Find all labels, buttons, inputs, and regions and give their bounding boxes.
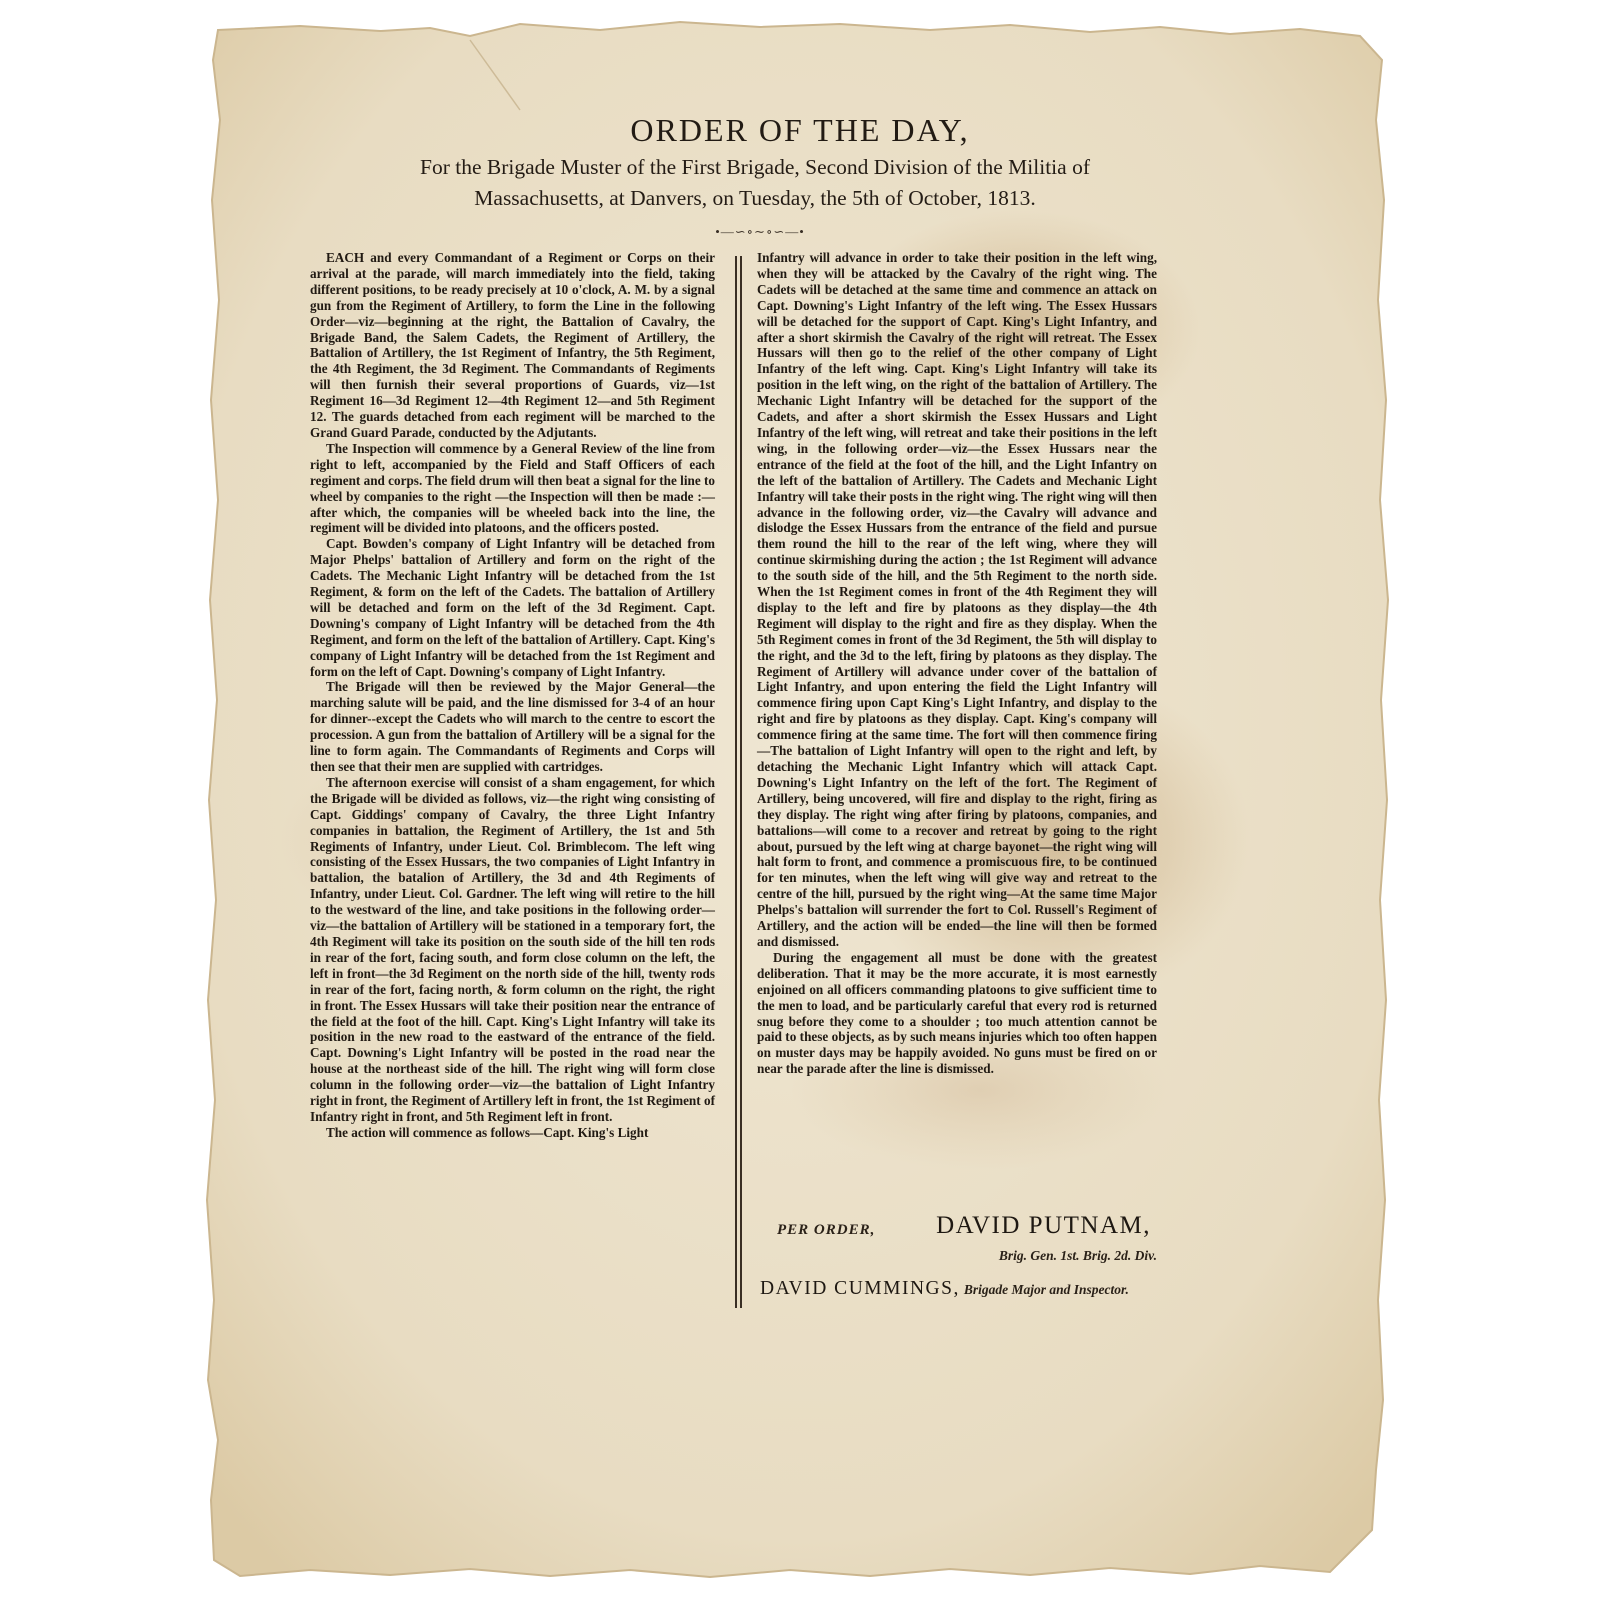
brigade-major-name: DAVID CUMMINGS, [760, 1278, 960, 1299]
paragraph-afternoon-exercise: The afternoon exercise will consist of a sham engagement, for which the Brigade will be divided as follows, viz—the right wing consisting of Capt. Giddings' company of Cavalry, the three Light Infantry companies in battalion, the Regiment of Artillery, the 1st and 5th Regiments of Infantry, under Lieut. Col. Brimblecom. The left wing consisting of the Essex Hussars, the two companies of Light Infantry in battalion, the batalion of Artillery, the 3d and 4th Regiments of Infantry, under Lieut. Col. Gardner. The left wing will retire to the hill to the westward of the line, and take positions in the following order—viz—the battalion of Artillery will be stationed in a temporary fort, the 4th Regiment will take its position on the south side of the hill ten rods in rear of the fort, facing south, and form close column on the left, the left in front—the 3d Regiment on the north side of the hill, twenty rods in rear of the fort, facing north, & form column on the right, the right in front. The Essex Hussars will take their position near the entrance of the field at the foot of the hill. Capt. King's Light Infantry will take its position in the new road to the eastward of the entrance of the field. Capt. Downing's Light Infantry will be posted in the road near the house at the northeast side of the hill. The right wing will form close column in the following order—viz—the battalion of Light Infantry right in front, the Regiment of Artillery left in front, the 1st Regiment of Infantry right in front, and 5th Regiment left in front. [310, 774, 715, 1124]
subtitle-line-2: Massachusetts, at Danvers, on Tuesday, the 5th of October, 1813. [474, 186, 1036, 210]
per-order-label: PER ORDER, [777, 1222, 876, 1238]
paragraph-action-continued: Infantry will advance in order to take their position in the left wing, when they will be attacked by the Cavalry of the right wing. The Cadets will be detached at the same time and commence an attack on Capt. Downing's Light Infantry of the left wing. The Essex Hussars will be detached for the support of Capt. King's Light Infantry, and after a short skirmish the Cavalry of the right will retreat. The Essex Hussars will then go to the relief of the other company of Light Infantry of the left wing. Capt. King's Light Infantry will take its position in the left wing, on the right of the battalion of Artillery. The Mechanic Light Infantry will be detached for the support of the Cadets, and after a short skirmish the Essex Hussars and Light Infantry of the left wing, will retreat and take their positions in the left wing, in the following order—viz—the Essex Hussars near the entrance of the field at the foot of the hill, and the Light Infantry on the left of the battalion of Artillery. The Cadets and Mechanic Light Infantry will take their posts in the right wing. The right wing will then advance in the following order, viz—the Cavalry will advance and dislodge the Essex Hussars from the entrance of the field and pursue them round the hill to the rear of the left wing, where they will continue skirmishing during the action ; the 1st Regiment will advance to the south side of the hill, and the 5th Regiment to the north side. When the 1st Regiment comes in front of the 4th Regiment they will display to the left and fire by platoons as they display—the 4th Regiment will display to the right and fire as they display. When the 5th Regiment comes in front of the 3d Regiment, the 5th will display to the right, and the 3d to the left, firing by platoons as they display. The Regiment of Artillery will advance under cover of the battalion of Light Infantry, and upon entering the field the Light Infantry will commence firing upon Capt King's Light Infantry, and display to the right and fire by platoons as they display. Capt. King's company will commence firing at the same time. The fort will then commence firing—The battalion of Light Infantry will open to the right and left, by detaching the Mechanic Light Infantry which will attack Capt. Downing's Light Infantry on the left of the fort. The Regiment of Artillery, being uncovered, will fire and display to the right, firing as they display. The right wing after firing by platoons, companies, and battalions—will come to a recover and retreat by going to the right about, pursued by the left wing at charge bayonet—the right wing will halt form to front, and commence a promiscuous fire, to be continued for ten minutes, when the left wing will give way and retreat to the centre of the hill, pursued by the right wing—At the same time Major Phelps's battalion will surrender the fort to Col. Russell's Regiment of Artillery, and the action will be ended—the line will then be formed and dismissed. [757, 250, 1157, 949]
general-title: Brig. Gen. 1st. Brig. 2d. Div. [998, 1248, 1157, 1263]
column-divider-second [740, 256, 742, 1308]
document-title: ORDER OF THE DAY, [630, 112, 970, 148]
right-column [757, 250, 1157, 1077]
paragraph-light-infantry: Capt. Bowden's company of Light Infantry will be detached from Major Phelps' battalion of Artillery and form on the right of the Cadets. The Mechanic Light Infantry will be detached from the 1st Regiment, & form on the left of the Cadets. The battalion of Artillery will be detached and form on the left of the 3d Regiment. Capt. Downing's company of Light Infantry will be detached from the 4th Regiment, and form on the left of the battalion of Artillery. Capt. King's company of Light Infantry will be detached from the 1st Regiment and form on the left of Capt. Downing's company of Light Infantry. [310, 536, 715, 679]
signature-block [777, 1212, 1159, 1262]
title-ornament: •—∽∘∼∘∽—• [715, 224, 805, 239]
brigade-major-signature [760, 1278, 1129, 1300]
general-name: DAVID PUTNAM, [936, 1212, 1151, 1239]
subtitle-line-1: For the Brigade Muster of the First Brigade, Second Division of the Militia of [420, 155, 1090, 179]
paragraph-deliberation: During the engagement all must be done with the greatest deliberation. That it may be the more accurate, it is most earnestly enjoined on all officers commanding platoons to give sufficient time to the men to load, and be particularly careful that every rod is returned snug before they come to a shoulder ; too much attention cannot be paid to these objects, as by such means injuries which too often happen on muster days may be happily avoided. No guns must be fired on or near the parade after the line is dismissed. [757, 949, 1157, 1077]
document-subtitle [300, 152, 1210, 214]
paragraph-review: The Brigade will then be reviewed by the Major General—the marching salute will be paid, and the line dismissed for 3-4 of an hour for dinner--except the Cadets who will march to the centre to escort the procession. A gun from the battalion of Artillery will be a signal for the line to form again. The Commandants of Regiments and Corps will then see that their men are supplied with cartridges. [310, 679, 715, 774]
paragraph-inspection: The Inspection will commence by a General Review of the line from right to left, accompanied by the Field and Staff Officers of each regiment and corps. The field drum will then beat a signal for the line to wheel by companies to the right —the Inspection will then be made :—after which, the companies will be wheeled back into the line, the regiment will be divided into platoons, and the officers posted. [310, 440, 715, 536]
paragraph-action-start: The action will commence as follows—Capt. King's Light [326, 1124, 649, 1140]
left-column [310, 250, 715, 1141]
brigade-major-title: Brigade Major and Inspector. [963, 1282, 1129, 1297]
column-divider [735, 256, 737, 1308]
paragraph-assembly: EACH and every Commandant of a Regiment or Corps on their arrival at the parade, will march immediately into the field, taking different positions, to be ready precisely at 10 o'clock, A. M. by a signal gun from the Regiment of Artillery, to form the Line in the following Order—viz—beginning at the right, the Battalion of Cavalry, the Brigade Band, the Salem Cadets, the Regiment of Artillery, the Battalion of Artillery, the 1st Regiment of Infantry, the 5th Regiment, the 4th Regiment, the 3d Regiment. The Commandants of Regiments will then furnish their several proportions of Guards, viz—1st Regiment 16—3d Regiment 12—4th Regiment 12—and 5th Regiment 12. The guards detached from each regiment will be marched to the Grand Guard Parade, conducted by the Adjutants. [310, 250, 715, 440]
